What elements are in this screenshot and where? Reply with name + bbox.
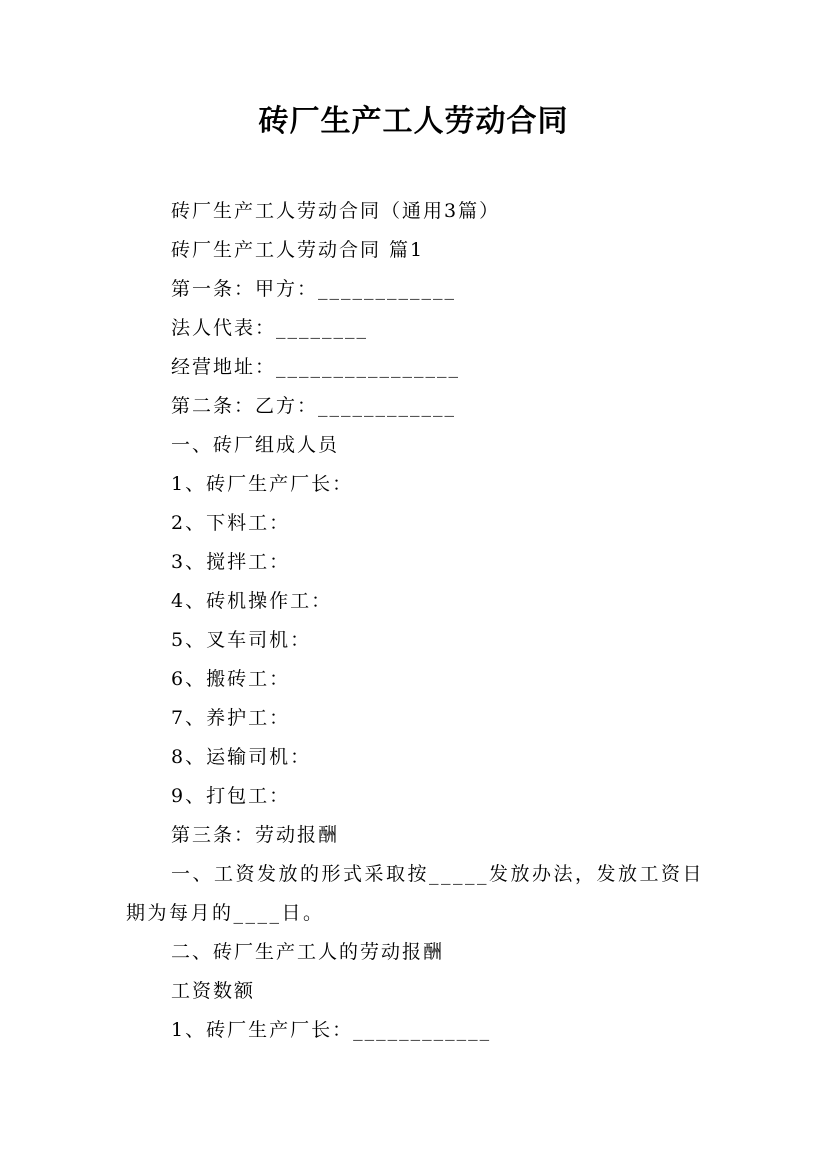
article-three-heading: 第三条：劳动报酬 [171,824,340,846]
wage-payment-paragraph: 一、工资发放的形式采取按_____发放办法，发放工资日期为每月的____日。 [126,863,705,924]
staff-item: 9、打包工： [171,785,291,807]
wage-amount-label: 工资数额 [171,980,256,1002]
staff-item: 1、砖厂生产厂长： [171,473,354,495]
staff-item: 7、养护工： [171,707,291,729]
party-b-line: 第二条：乙方：____________ [171,395,457,417]
address-line: 经营地址：________________ [171,356,461,378]
document-body [126,192,706,1050]
legal-rep-line: 法人代表：________ [171,317,369,339]
section-heading: 砖厂生产工人劳动合同 篇1 [171,239,425,261]
staff-item: 8、运输司机： [171,746,312,768]
staff-item: 6、搬砖工： [171,668,291,690]
staff-heading: 一、砖厂组成人员 [171,434,340,456]
party-a-line: 第一条：甲方：____________ [171,278,457,300]
wage-item: 1、砖厂生产厂长：____________ [171,1019,492,1041]
wage-heading: 二、砖厂生产工人的劳动报酬 [171,941,445,963]
staff-item: 3、搅拌工： [171,551,291,573]
staff-item: 4、砖机操作工： [171,590,333,612]
subtitle-line: 砖厂生产工人劳动合同（通用3篇） [171,200,501,222]
document-title: 砖厂生产工人劳动合同 [258,104,569,139]
staff-item: 5、叉车司机： [171,629,312,651]
staff-item: 2、下料工： [171,512,291,534]
